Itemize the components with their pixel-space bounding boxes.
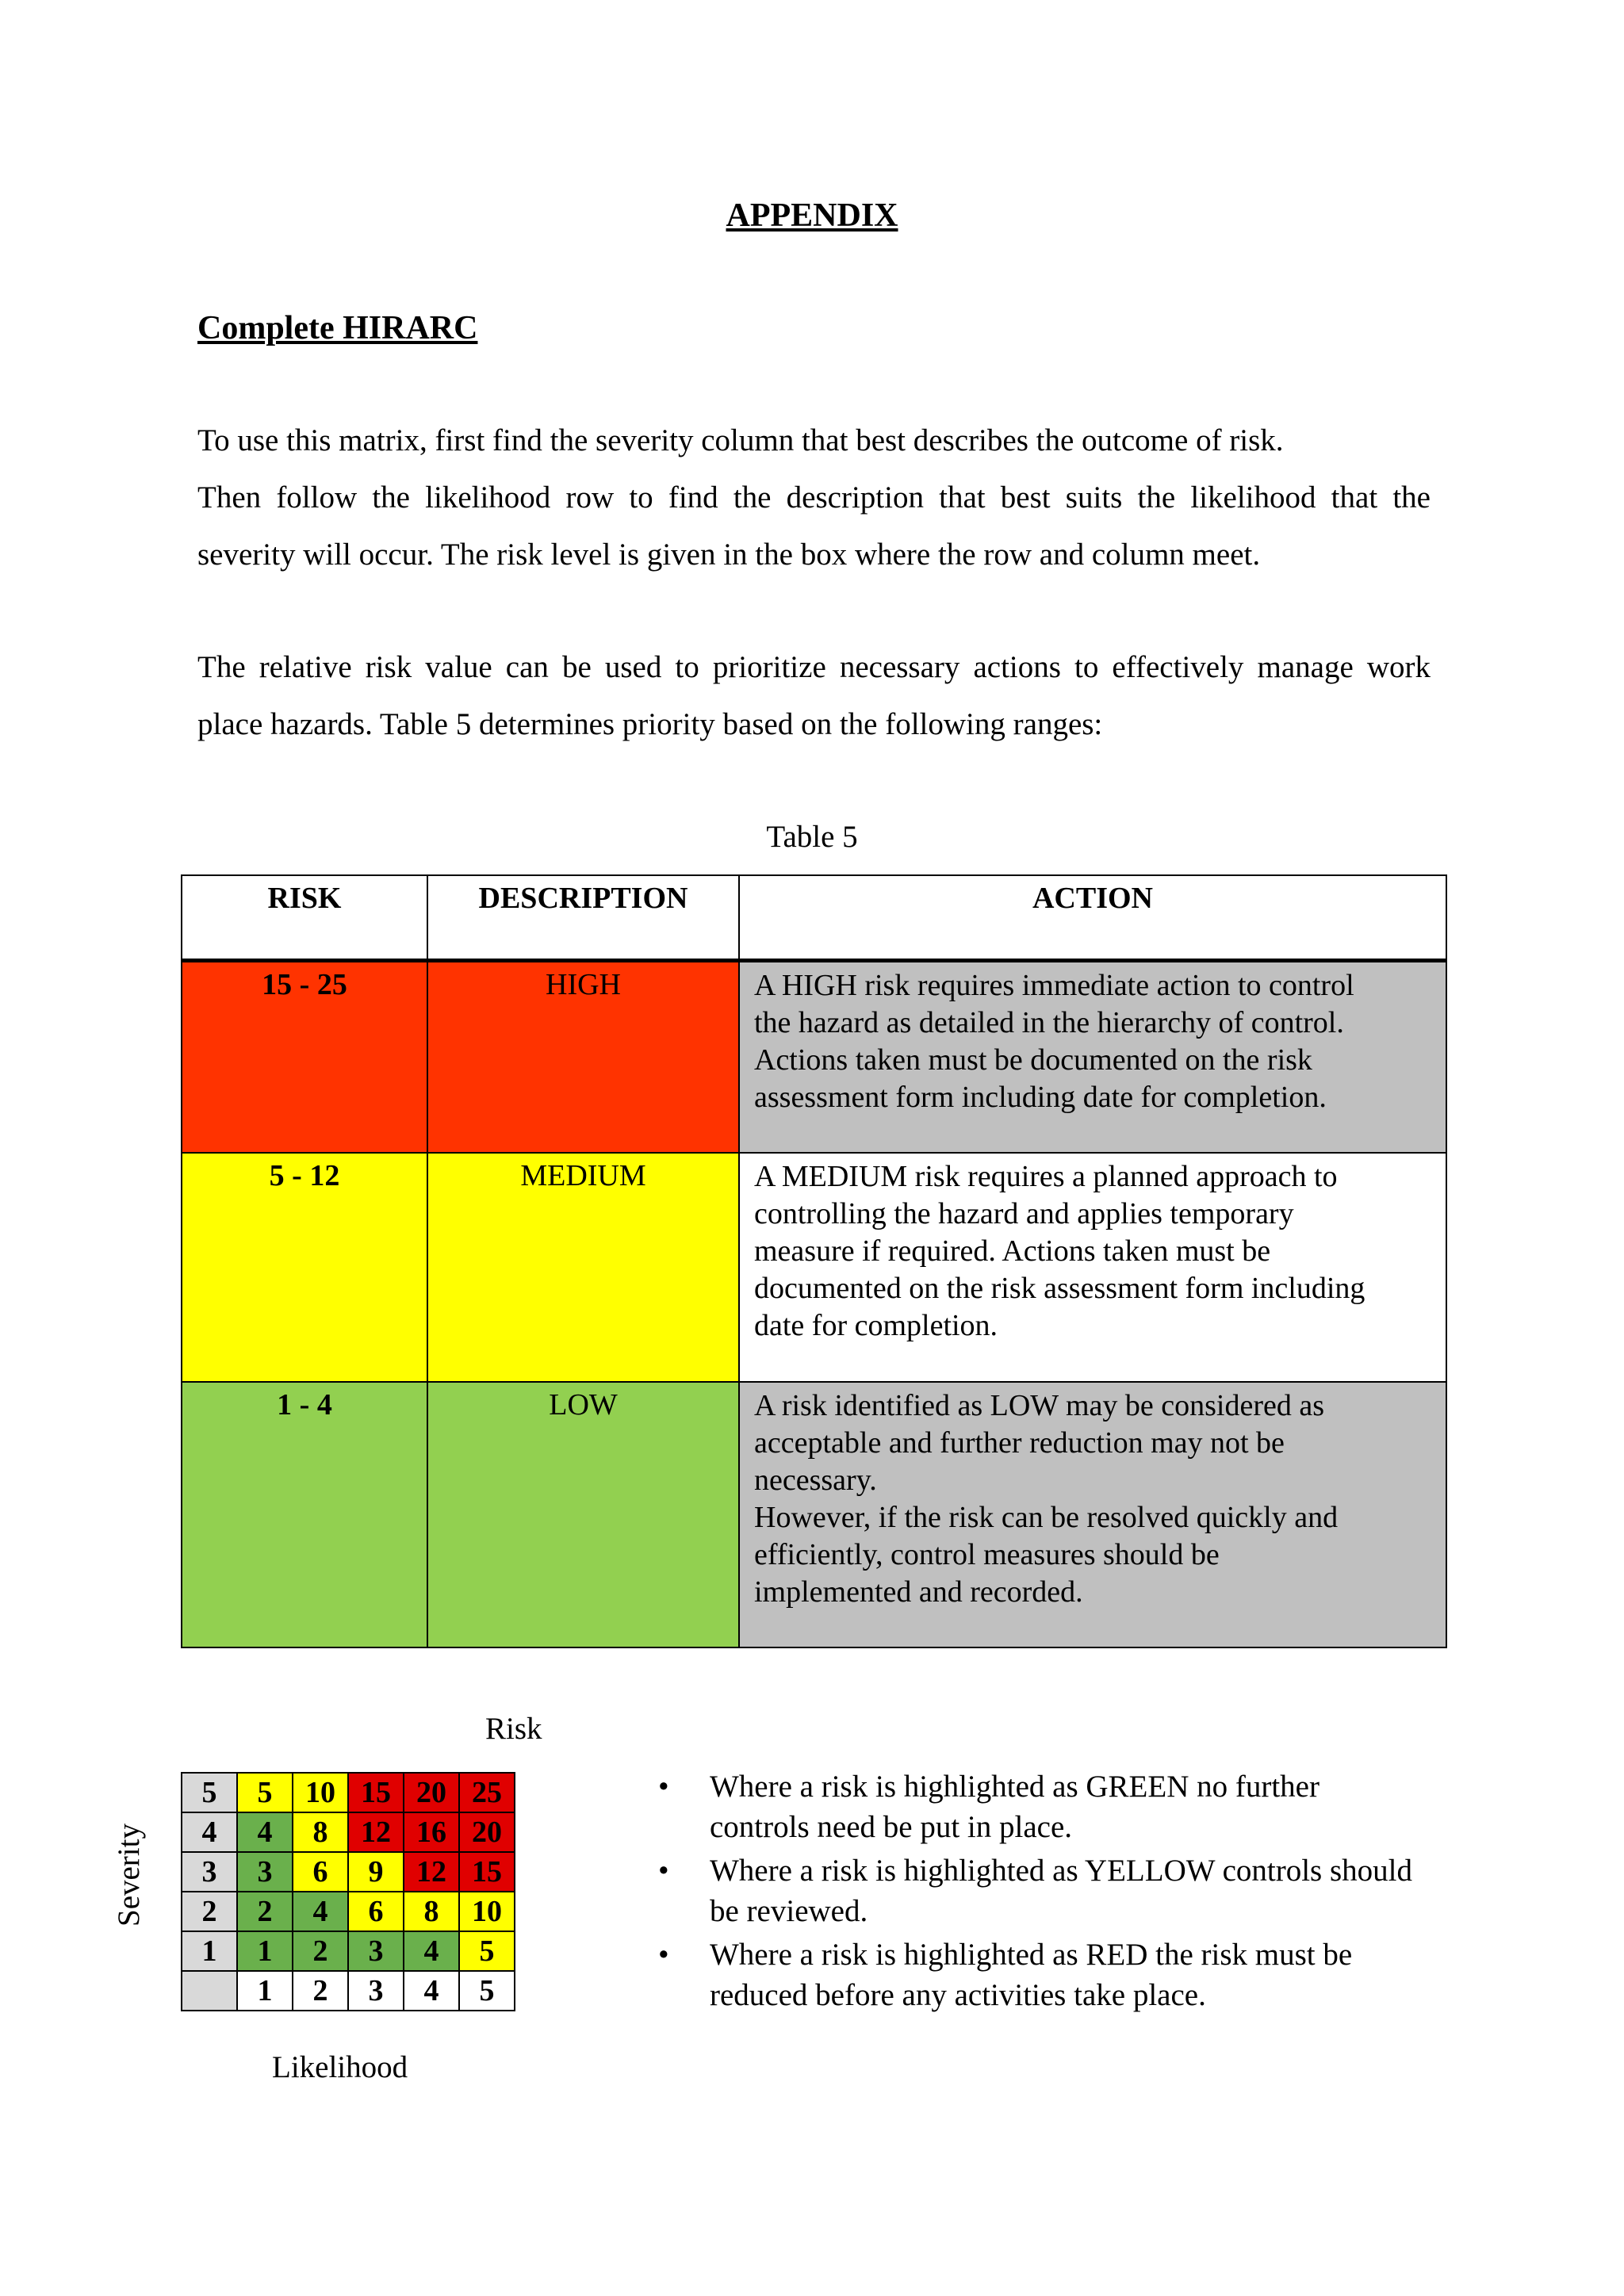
matrix-cell: 1 bbox=[237, 1931, 293, 1971]
action-line: implemented and recorded. bbox=[754, 1575, 1083, 1609]
note-item bbox=[658, 1850, 1451, 1931]
intro-paragraph bbox=[197, 412, 1431, 584]
likelihood-axis-label: Likelihood bbox=[272, 2050, 408, 2084]
intro-line: To use this matrix, first find the severity column that best describes the outcome of risk. bbox=[197, 423, 1284, 457]
action-line: controlling the hazard and applies temporary bbox=[754, 1196, 1294, 1230]
section-title: Complete HIRARC bbox=[197, 310, 478, 346]
intro-line: Then follow the likelihood row to find the description that best suits the likelihood that the bbox=[197, 480, 1431, 515]
matrix-cell: 6 bbox=[293, 1852, 348, 1892]
table-caption: Table 5 bbox=[766, 820, 858, 854]
risk-range-cell: 15 - 25 bbox=[182, 961, 427, 1153]
matrix-severity-cell: 1 bbox=[182, 1931, 237, 1971]
action-line: documented on the risk assessment form including bbox=[754, 1271, 1365, 1305]
action-line: necessary. bbox=[754, 1463, 877, 1497]
matrix-severity-cell: 4 bbox=[182, 1812, 237, 1852]
action-line: acceptable and further reduction may not be bbox=[754, 1425, 1285, 1460]
matrix-severity-cell: 5 bbox=[182, 1773, 237, 1812]
header-action: ACTION bbox=[739, 875, 1446, 961]
matrix-cell: 3 bbox=[237, 1852, 293, 1892]
matrix-cell: 4 bbox=[237, 1812, 293, 1852]
header-description: DESCRIPTION bbox=[427, 875, 739, 961]
action-line: the hazard as detailed in the hierarchy of control. bbox=[754, 1006, 1344, 1039]
risk-range-cell: 5 - 12 bbox=[182, 1153, 427, 1382]
table-header-row bbox=[182, 875, 1446, 961]
risk-matrix bbox=[181, 1772, 515, 2011]
matrix-cell: 6 bbox=[348, 1892, 404, 1931]
note-line: Where a risk is highlighted as YELLOW controls should bbox=[710, 1854, 1412, 1888]
matrix-cell: 15 bbox=[348, 1773, 404, 1812]
matrix-likelihood-cell: 4 bbox=[404, 1971, 459, 2011]
action-line: date for completion. bbox=[754, 1308, 998, 1342]
matrix-cell: 2 bbox=[237, 1892, 293, 1931]
note-line: Where a risk is highlighted as RED the risk must be bbox=[710, 1938, 1353, 1972]
matrix-cell: 5 bbox=[237, 1773, 293, 1812]
action-line: A HIGH risk requires immediate action to control bbox=[754, 969, 1354, 1002]
table-row-high bbox=[182, 961, 1446, 1153]
bullet-icon: • bbox=[658, 1770, 669, 1804]
matrix-row bbox=[182, 1852, 515, 1892]
risk-description-cell: LOW bbox=[427, 1382, 739, 1647]
action-line: measure if required. Actions taken must be bbox=[754, 1234, 1271, 1268]
action-line: A risk identified as LOW may be considered as bbox=[754, 1388, 1324, 1422]
matrix-row bbox=[182, 1892, 515, 1931]
matrix-cell: 10 bbox=[293, 1773, 348, 1812]
note-line: Where a risk is highlighted as GREEN no further bbox=[710, 1770, 1320, 1804]
risk-range-cell: 1 - 4 bbox=[182, 1382, 427, 1647]
matrix-likelihood-row bbox=[182, 1971, 515, 2011]
matrix-cell: 20 bbox=[404, 1773, 459, 1812]
matrix-cell: 9 bbox=[348, 1852, 404, 1892]
priority-line: place hazards. Table 5 determines priority based on the following ranges: bbox=[197, 707, 1103, 741]
action-line: However, if the risk can be resolved quickly and bbox=[754, 1500, 1339, 1534]
header-risk: RISK bbox=[182, 875, 427, 961]
notes-list bbox=[658, 1766, 1451, 2019]
matrix-row bbox=[182, 1812, 515, 1852]
action-line: assessment form including date for completion. bbox=[754, 1081, 1327, 1114]
risk-priority-table bbox=[181, 874, 1447, 1648]
note-item bbox=[658, 1934, 1451, 2015]
matrix-cell: 25 bbox=[459, 1773, 515, 1812]
matrix-likelihood-cell: 1 bbox=[237, 1971, 293, 2011]
matrix-cell: 12 bbox=[348, 1812, 404, 1852]
note-item bbox=[658, 1766, 1451, 1847]
matrix-likelihood-cell: 5 bbox=[459, 1971, 515, 2011]
risk-action-cell bbox=[739, 961, 1446, 1153]
action-line: efficiently, control measures should be bbox=[754, 1537, 1220, 1571]
matrix-cell: 4 bbox=[293, 1892, 348, 1931]
note-line: controls need be put in place. bbox=[710, 1810, 1073, 1844]
matrix-cell: 8 bbox=[404, 1892, 459, 1931]
matrix-risk-label: Risk bbox=[485, 1712, 542, 1746]
matrix-corner-cell bbox=[182, 1971, 237, 2011]
risk-action-cell bbox=[739, 1382, 1446, 1647]
matrix-cell: 5 bbox=[459, 1931, 515, 1971]
table-row-low bbox=[182, 1382, 1446, 1647]
matrix-cell: 20 bbox=[459, 1812, 515, 1852]
risk-description-cell: MEDIUM bbox=[427, 1153, 739, 1382]
matrix-likelihood-cell: 2 bbox=[293, 1971, 348, 2011]
matrix-cell: 3 bbox=[348, 1931, 404, 1971]
table-row-medium bbox=[182, 1153, 1446, 1382]
matrix-cell: 8 bbox=[293, 1812, 348, 1852]
bullet-icon: • bbox=[658, 1938, 669, 1972]
matrix-row bbox=[182, 1773, 515, 1812]
matrix-cell: 15 bbox=[459, 1852, 515, 1892]
page-title: APPENDIX bbox=[726, 197, 898, 234]
priority-line: The relative risk value can be used to prioritize necessary actions to effectively manage work bbox=[197, 650, 1431, 684]
risk-action-cell bbox=[739, 1153, 1446, 1382]
priority-paragraph bbox=[197, 639, 1431, 753]
action-line: A MEDIUM risk requires a planned approach to bbox=[754, 1159, 1338, 1193]
matrix-severity-cell: 2 bbox=[182, 1892, 237, 1931]
risk-description-cell: HIGH bbox=[427, 961, 739, 1153]
matrix-cell: 16 bbox=[404, 1812, 459, 1852]
matrix-likelihood-cell: 3 bbox=[348, 1971, 404, 2011]
action-line: Actions taken must be documented on the risk bbox=[754, 1043, 1312, 1077]
note-line: reduced before any activities take place. bbox=[710, 1978, 1206, 2012]
note-line: be reviewed. bbox=[710, 1894, 868, 1928]
matrix-severity-cell: 3 bbox=[182, 1852, 237, 1892]
matrix-row bbox=[182, 1931, 515, 1971]
matrix-cell: 12 bbox=[404, 1852, 459, 1892]
matrix-cell: 2 bbox=[293, 1931, 348, 1971]
severity-axis-label: Severity bbox=[112, 1823, 146, 1927]
intro-line: severity will occur. The risk level is given in the box where the row and column meet. bbox=[197, 538, 1261, 572]
matrix-cell: 10 bbox=[459, 1892, 515, 1931]
matrix-cell: 4 bbox=[404, 1931, 459, 1971]
bullet-icon: • bbox=[658, 1854, 669, 1888]
